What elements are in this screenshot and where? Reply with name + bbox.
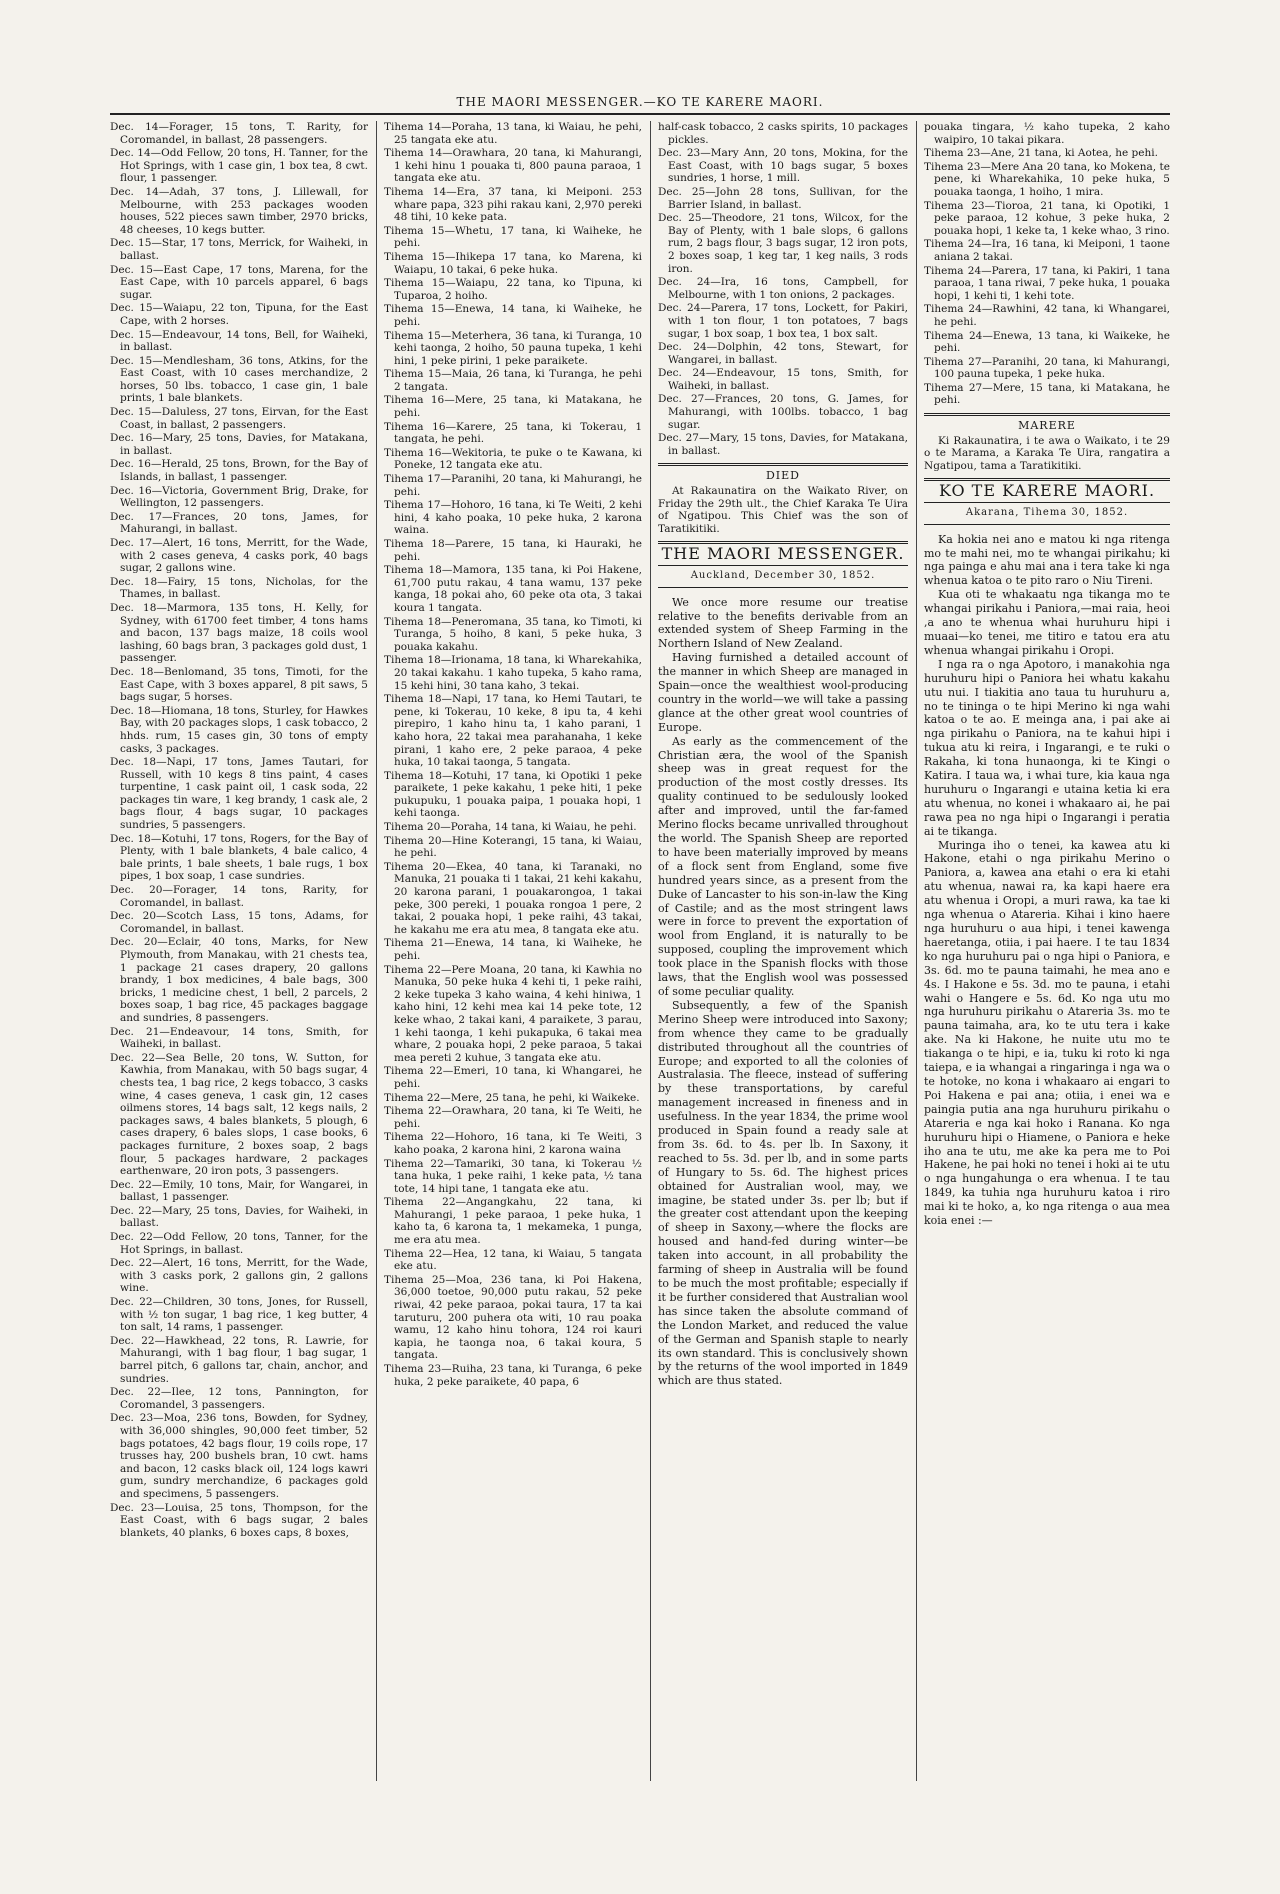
- shipping-entry: Dec. 15—Waiapu, 22 ton, Tipuna, for the East Cape, with 2 horses.: [110, 302, 368, 327]
- shipping-entry: Tihema 15—Enewa, 14 tana, ki Waiheke, he pehi.: [384, 303, 642, 328]
- article-paragraph: We once more resume our treatise relative to the benefits derivable from an extended system of Sheep Farming in the Northern Island of New Zealand.: [658, 595, 908, 651]
- shipping-entry: Dec. 16—Mary, 25 tons, Davies, for Matakana, in ballast.: [110, 432, 368, 457]
- shipping-entry: Tihema 14—Poraha, 13 tana, ki Waiau, he pehi, 25 tangata eke atu.: [384, 121, 642, 146]
- shipping-entry: Tihema 22—Emeri, 10 tana, ki Whangarei, he pehi.: [384, 1065, 642, 1090]
- shipping-entry: Dec. 23—Moa, 236 tons, Bowden, for Sydney, with 36,000 shingles, 90,000 feet timber, 52 bags potatoes, 42 bags flour, 19 coils rope, 17 trusses hay, 200 bushels bran, 10 cwt. hams and bacon, 12 casks black oil, 124 logs kawri gum, sundry merchandize, 6 packages gold and specimens, 5 passengers.: [110, 1412, 368, 1500]
- article-paragraph: I nga ra o nga Apotoro, i manakohia nga huruhuru hipi o Paniora hei whatu kakahu utu nui. I tiakitia ano taua tu huruhuru a, no te tininga o te hipi Merino ki nga wahi katoa o te ao. E meinga ana, i pai ake ai nga pirikahu o Paniora, na te kahui hipi i tukua atu ki reira, i Ingarangi, e te ruki o Rakaha, ki tona hunaonga, ki te Kingi o Katira. I taua wa, i whai ture, kia kaua nga huruhuru o Ingarangi e utaina ketia ki era atu whenua, no konei i whakaaro ai, he pai rawa pea no nga hipi o Ingarangi i peratia ai te tikanga.: [924, 657, 1170, 838]
- section-rule: [924, 413, 1170, 416]
- shipping-entry: Tihema 18—Mamora, 135 tana, ki Poi Hakene, 61,700 putu rakau, 4 tana wamu, 137 peke kanga, 18 pokai aho, 60 peke ota ota, 3 takai koura 1 tangata.: [384, 564, 642, 614]
- shipping-entry: Dec. 23—Louisa, 25 tons, Thompson, for the East Coast, with 6 bags sugar, 2 bales blankets, 40 planks, 6 boxes caps, 8 boxes,: [110, 1501, 368, 1539]
- shipping-entry: Tihema 22—Pere Moana, 20 tana, ki Kawhia no Manuka, 50 peke huka 4 kehi ti, 1 peke raihi, 2 keke tupeka 3 kaho waina, 4 kehi hiniwa, 1 kaho hini, 12 kehi mea kai 14 peke tote, 12 keke whao, 2 takai kani, 4 paraikete, 3 parau, 1 kehi taonga, 1 kehi pukapuka, 6 takai mea whare, 2 pouaka hopi, 2 peke paraoa, 5 takai mea pereti 2 kuhue, 3 tangata eke atu.: [384, 963, 642, 1064]
- shipping-entry: Dec. 22—Ilee, 12 tons, Pannington, for Coromandel, 3 passengers.: [110, 1386, 368, 1411]
- shipping-entry: Dec. 15—Mendlesham, 36 tons, Atkins, for the East Coast, with 10 cases merchandize, 2 horses, 50 lbs. tobacco, 1 case gin, 1 bale prints, 1 bale blankets.: [110, 354, 368, 405]
- shipping-entry: Dec. 22—Emily, 10 tons, Mair, for Wangarei, in ballast, 1 passenger.: [110, 1178, 368, 1204]
- running-head: THE MAORI MESSENGER.—KO TE KARERE MAORI.: [110, 95, 1170, 115]
- marere-notice: Ki Rakaunatira, i te awa o Waikato, i te 29 o te Marama, a Karaka Te Uira, rangatira a Ngatipou, tama a Taratikitiki.: [924, 434, 1170, 472]
- shipping-entry: Tihema 16—Karere, 25 tana, ki Tokerau, 1 tangata, he pehi.: [384, 420, 642, 446]
- shipping-entry: Tihema 22—Mere, 25 tana, he pehi, ki Waikeke.: [384, 1091, 640, 1104]
- english-article-body: [658, 596, 908, 1389]
- shipping-entry: Tihema 27—Paranihi, 20 tana, ki Mahurangi, 100 pauna tupeka, 1 peke huka.: [924, 355, 1170, 381]
- shipping-entry: Tihema 18—Irionama, 18 tana, ki Wharekahika, 20 takai kakahu. 1 kaho tupeka, 5 kaho rama, 15 kehi hini, 30 tana kaho, 3 tekai.: [384, 654, 642, 692]
- shipping-entry: Dec. 24—Dolphin, 42 tons, Stewart, for Wangarei, in ballast.: [658, 341, 908, 366]
- shipping-entry: Tihema 27—Mere, 15 tana, ki Matakana, he pehi.: [924, 381, 1170, 407]
- shipping-entry: Dec. 24—Endeavour, 15 tons, Smith, for Waiheki, in ballast.: [658, 367, 908, 392]
- shipping-entry: Dec. 20—Forager, 14 tons, Rarity, for Coromandel, in ballast.: [110, 884, 368, 909]
- article-paragraph: As early as the commencement of the Christian æra, the wool of the Spanish sheep was in great request for the production of the most costly dresses. Its quality continued to be sedulously looked after and improved, until the far-famed Merino flocks became unrivalled throughout the world. The Spanish Sheep are reported to have been materially improved by means of a flock sent from England, some five hundred years since, as a present from the Duke of Lancaster to his son-in-law the King of Castile; and as the most stringent laws were in force to prevent the exportation of wool from England, it is naturally to be supposed, coupling the improvement which took place in the Spanish flocks with those laws, that the English wool was possessed of some peculiar quality.: [658, 734, 908, 998]
- shipping-entry: Tihema 18—Parere, 15 tana, ki Hauraki, he pehi.: [384, 538, 642, 563]
- shipping-column-english: [110, 121, 368, 1781]
- article-paragraph: Subsequently, a few of the Spanish Merino Sheep were introduced into Saxony; from whence they came to be gradually distributed throughout all the countries of Europe; and exported to all the colonies of Australasia. The fleece, instead of suffering by these transportations, by careful management increased in fineness and in usefulness. In the year 1834, the prime wool produced in Spain found a ready sale at from 3s. 6d. to 4s. per lb. In Saxony, it reached to 5s. 3d. per lb, and in some parts of Hungary to 5s. 6d. The highest prices obtained for Australian wool, may, we imagine, be stated under 3s. per lb; but if the greater cost attendant upon the keeping of sheep in Saxony,—where the flocks are housed and hand-fed during winter—be taken into account, in all probability the farming of sheep in Australia will be found to be much the most profitable; especially if it be further considered that Australian wool has since taken the absolute command of the London Market, and reduced the value of the German and Spanish staple to nearly its own standard. This is conclusively shown by the returns of the wool imported in 1849 which are thus stated.: [658, 998, 908, 1388]
- shipping-entry: pouaka tingara, ½ kaho tupeka, 2 kaho waipiro, 10 takai pikara.: [924, 121, 1170, 146]
- shipping-entry: Tihema 23—Mere Ana 20 tana, ko Mokena, te pene, ki Wharekahika, 10 peke huka, 5 pouaka taonga, 1 hoiho, 1 mira.: [924, 160, 1170, 198]
- shipping-entry: Dec. 18—Kotuhi, 17 tons, Rogers, for the Bay of Plenty, with 1 bale blankets, 4 bale calico, 4 bale prints, 1 bale sheets, 1 bale rugs, 1 box pipes, 1 box soap, 1 case sundries.: [110, 832, 368, 883]
- shipping-entry: Dec. 14—Adah, 37 tons, J. Lillewall, for Melbourne, with 253 packages wooden houses, 522 pieces sawn timber, 2970 bricks, 48 cheeses, 10 kegs butter.: [110, 185, 368, 236]
- shipping-continued-maori: [924, 121, 1170, 407]
- shipping-entry: Dec. 16—Herald, 25 tons, Brown, for the Bay of Islands, in ballast, 1 passenger.: [110, 458, 368, 484]
- shipping-entry: Tihema 20—Poraha, 14 tana, ki Waiau, he pehi.: [384, 821, 637, 834]
- shipping-entry: Tihema 15—Whetu, 17 tana, ki Waiheke, he pehi.: [384, 224, 642, 250]
- shipping-continued-english: [658, 121, 908, 457]
- maori-column: [924, 121, 1170, 1781]
- shipping-entry: Tihema 25—Moa, 236 tana, ki Poi Hakena, 36,000 toetoe, 90,000 putu rakau, 52 peke riwai, 42 peke paraoa, pokai taura, 17 ta kai taruturu, 200 puhera ota witi, 10 rau poaka wamu, 12 kaho hinu tohora, 124 roi kauri kapia, he taonga noa, 6 takai koura, 5 tangata.: [384, 1273, 642, 1362]
- shipping-entry: Dec. 18—Fairy, 15 tons, Nicholas, for the Thames, in ballast.: [110, 575, 368, 601]
- shipping-entry: Dec. 14—Odd Fellow, 20 tons, H. Tanner, for the Hot Springs, with 1 case gin, 1 box tea, 8 cwt. flour, 1 passenger.: [110, 147, 368, 185]
- shipping-entry: Dec. 22—Sea Belle, 20 tons, W. Sutton, for Kawhia, from Manakau, with 50 bags sugar, 4 chests tea, 1 bag rice, 2 kegs tobacco, 3 casks wine, 4 cases geneva, 1 cask gin, 12 cases oilmens stores, 14 bags salt, 12 kegs nails, 2 packages saws, 4 bales blankets, 5 plough, 6 cases drapery, 6 bales slops, 1 case books, 6 packages furniture, 2 boxes soap, 2 bags flour, 5 packages hardware, 2 packages earthenware, 20 iron pots, 3 passengers.: [110, 1051, 368, 1178]
- shipping-entry: Tihema 15—Maia, 26 tana, ki Turanga, he pehi 2 tangata.: [384, 368, 642, 393]
- shipping-entry: Tihema 15—Ihikepa 17 tana, ko Marena, ki Waiapu, 10 takai, 6 peke huka.: [384, 250, 642, 276]
- shipping-entry: Dec. 27—Frances, 20 tons, G. James, for Mahurangi, with 100lbs. tobacco, 1 bag sugar.: [658, 393, 908, 431]
- shipping-entry: Tihema 16—Wekitoria, te puke o te Kawana, ki Poneke, 12 tangata eke atu.: [384, 446, 642, 472]
- english-dateline: Auckland, December 30, 1852.: [658, 570, 908, 588]
- shipping-entry: Tihema 14—Orawhara, 20 tana, ki Mahurangi, 1 kehi hinu 1 pouaka ti, 800 pauna paraoa, 1 tangata eke atu.: [384, 147, 642, 185]
- maori-masthead: KO TE KARERE MAORI.: [924, 478, 1170, 503]
- shipping-entry: Tihema 14—Era, 37 tana, ki Meiponi. 253 whare papa, 323 pihi rakau kani, 2,970 pereki 48 tihi, 10 keke pata.: [384, 185, 642, 224]
- shipping-entry: Tihema 18—Napi, 17 tana, ko Hemi Tautari, te pene, ki Tokerau, 10 keke, 8 ipu ta, 4 kehi pirepiro, 1 kaho hinu ta, 1 kaho parani, 1 kaho hora, 22 takai mea parahanaha, 1 keke pirani, 1 kaho ere, 2 peke paraoa, 4 peke huka, 10 takai taonga, 5 tangata.: [384, 693, 642, 769]
- shipping-entry: Tihema 24—Ira, 16 tana, ki Meiponi, 1 taone aniana 2 takai.: [924, 238, 1170, 263]
- shipping-entry: Tihema 22—Hohoro, 16 tana, ki Te Weiti, 3 kaho poaka, 2 karona hini, 2 karona waina: [384, 1131, 642, 1156]
- column-rule: [376, 121, 377, 1781]
- shipping-entry: Tihema 23—Ane, 21 tana, ki Aotea, he pehi.: [924, 147, 1158, 160]
- shipping-entry: Dec. 23—Mary Ann, 20 tons, Mokina, for the East Coast, with 10 bags sugar, 5 boxes sundries, 1 horse, 1 mill.: [658, 147, 908, 185]
- section-rule: [658, 463, 908, 466]
- column-rule: [650, 121, 651, 1781]
- column-rule: [916, 121, 917, 1781]
- article-paragraph: Having furnished a detailed account of the manner in which Sheep are managed in Spain—once the wealthiest wool-producing country in the world—we will take a passing glance at the other great wool countries of Europe.: [658, 651, 908, 734]
- shipping-entry: Dec. 14—Forager, 15 tons, T. Rarity, for Coromandel, in ballast, 28 passengers.: [110, 121, 368, 146]
- shipping-entry: Dec. 17—Frances, 20 tons, James, for Mahurangi, in ballast.: [110, 510, 368, 536]
- died-notice: At Rakaunatira on the Waikato River, on Friday the 29th ult., the Chief Karaka Te Uira of Ngatipou. This Chief was the son of Taratikitiki.: [658, 485, 908, 535]
- shipping-entry: Tihema 18—Peneromana, 35 tana, ko Timoti, ki Turanga, 5 hoiho, 8 kani, 5 peke huka, 3 pouaka kakahu.: [384, 615, 642, 653]
- shipping-entry: Tihema 20—Ekea, 40 tana, ki Taranaki, no Manuka, 21 pouaka ti 1 takai, 21 kehi kakahu, 20 karona parani, 1 pouakarongoa, 1 takai peke, 300 pereki, 1 pouaka rongoa 1 pere, 2 takai, 2 pouaka hopi, 1 peke raihi, 43 takai, he kakahu me era atu mea, 8 tangata eke atu.: [384, 860, 642, 936]
- shipping-entry: Dec. 17—Alert, 16 tons, Merritt, for the Wade, with 2 cases geneva, 4 casks pork, 40 bags sugar, 2 gallons wine.: [110, 537, 368, 575]
- shipping-entry: Dec. 20—Eclair, 40 tons, Marks, for New Plymouth, from Manakau, with 21 chests tea, 1 package 21 cases drapery, 20 gallons brandy, 1 box medicines, 4 bale bags, 300 bricks, 1 medicine chest, 1 bell, 2 parcels, 2 boxes soap, 1 bag rice, 45 packages baggage and sundries, 8 passengers.: [110, 936, 368, 1024]
- shipping-entry: Dec. 15—Endeavour, 14 tons, Bell, for Waiheki, in ballast.: [110, 328, 368, 354]
- shipping-entry: Tihema 24—Rawhini, 42 tana, ki Whangarei, he pehi.: [924, 303, 1170, 328]
- shipping-entry: Dec. 24—Ira, 16 tons, Campbell, for Melbourne, with 1 ton onions, 2 packages.: [658, 276, 908, 301]
- shipping-entry: Dec. 24—Parera, 17 tons, Lockett, for Pakiri, with 1 ton flour, 1 ton potatoes, 7 bags sugar, 1 box soap, 1 box tea, 1 box salt.: [658, 302, 908, 340]
- shipping-entry: Dec. 27—Mary, 15 tons, Davies, for Matakana, in ballast.: [658, 432, 908, 457]
- shipping-entry: Dec. 18—Marmora, 135 tons, H. Kelly, for Sydney, with 61700 feet timber, 4 tons hams and bacon, 137 bags maize, 18 coils wool lashing, 60 bags bran, 3 packages gold dust, 1 passenger.: [110, 601, 368, 665]
- marere-heading: MARERE: [1018, 419, 1076, 433]
- shipping-entry: Dec. 15—East Cape, 17 tons, Marena, for the East Cape, with 10 parcels apparel, 6 bags sugar.: [110, 263, 368, 301]
- shipping-entry: Dec. 22—Children, 30 tons, Jones, for Russell, with ½ ton sugar, 1 bag rice, 1 keg butter, 4 ton salt, 14 rams, 1 passenger.: [110, 1296, 368, 1334]
- shipping-entry: Dec. 21—Endeavour, 14 tons, Smith, for Waiheki, in ballast.: [110, 1025, 368, 1051]
- shipping-entry: Tihema 18—Kotuhi, 17 tana, ki Opotiki 1 peke paraikete, 1 peke kakahu, 1 peke hiti, 1 peke pukupuku, 1 pouaka paipa, 1 pouaka hopi, 1 kehi taonga.: [384, 769, 642, 820]
- shipping-entry: Tihema 17—Paranihi, 20 tana, ki Mahurangi, he pehi.: [384, 473, 642, 498]
- died-heading: DIED: [765, 469, 800, 483]
- shipping-entry: Dec. 25—Theodore, 21 tons, Wilcox, for the Bay of Plenty, with 1 bale slops, 6 gallons rum, 2 bags flour, 3 bags sugar, 12 iron pots, 2 boxes soap, 1 keg tar, 1 keg nails, 3 rods iron.: [658, 212, 908, 275]
- newspaper-page: [110, 95, 1170, 1795]
- shipping-entry: Tihema 23—Tioroa, 21 tana, ki Opotiki, 1 peke paraoa, 12 kohue, 3 peke huka, 2 pouaka hopi, 1 keke ta, 1 keke whao, 3 rino.: [924, 199, 1170, 237]
- shipping-entry: Tihema 22—Orawhara, 20 tana, ki Te Weiti, he pehi.: [384, 1105, 642, 1130]
- shipping-entry: Tihema 22—Hea, 12 tana, ki Waiau, 5 tangata eke atu.: [384, 1247, 642, 1273]
- shipping-entry: Tihema 15—Meterhera, 36 tana, ki Turanga, 10 kehi taonga, 2 hoiho, 50 pauna tupeka, 1 kehi hini, 1 peke pirini, 1 peke paraikete.: [384, 329, 642, 367]
- english-masthead: THE MAORI MESSENGER.: [658, 541, 908, 566]
- article-paragraph: Kua oti te whakaatu nga tikanga mo te whangai pirikahu i Paniora,—mai raia, heoi ,a ano te whenua whai huruhuru hipi i muaai—ko tenei, me titiro e tatou era atu whenua whangai pirikahu i Oropi.: [924, 588, 1170, 657]
- shipping-entry: Tihema 15—Waiapu, 22 tana, ko Tipuna, ki Tuparoa, 2 hoiho.: [384, 277, 642, 302]
- maori-dateline: Akarana, Tihema 30, 1852.: [924, 507, 1170, 525]
- shipping-column-maori: [384, 121, 642, 1781]
- shipping-entry: Dec. 18—Hiomana, 18 tons, Sturley, for Hawkes Bay, with 20 packages slops, 1 cask tobacco, 2 hhds. rum, 15 cases gin, 30 tons of empty casks, 3 packages.: [110, 704, 368, 755]
- article-paragraph: Muringa iho o tenei, ka kawea atu ki Hakone, etahi o nga pirikahu Merino o Paniora, a, kawea ana etahi o era ki etahi atu whenua, nawai ra, ka kapi haere era atu whenua i Oropi, a muri rawa, ka tae ki nga whenua o Atareria. Kihai i kino haere nga huruhuru o aua hipi, i tenei kawenga haeretanga, otiia, i pai haere. I te tau 1834 ko nga huruhuru pai o nga hipi o Paniora, e 3s. 6d. mo te pauna taimahi, he mea ano e 4s. I Hakone e 5s. 3d. mo te pauna, i etahi wahi o Hangere e 5s. 6d. Ko nga utu mo nga huruhuru pirikahu o Atareria 3s. mo te pauna taimaha, ara, ko te utu tera i kake ake. Na ki Hakone, he nuite utu mo te tiakanga o te hipi, e ia, tuku ki roto ki nga taiepa, e ia whangai a ringaringa i nga wa o te hotoke, no kona i whakaaro ai engari to Poi Hakena e pai ana; otiia, i enei wa e paingia putia ana nga huruhuru pirikahu o Atareria e nga kai hoko i Ranana. Ko nga huruhuru hipi o Hiamene, o Paniora e heke iho ana te utu, me ake ka pera me to Poi Hakene, he pai hoki no tenei i hoki ai te utu o nga hungahunga o era whenua. I te tau 1849, ka tuhia nga huruhuru katoa i riro mai ki te hoko, a, ko nga ritenga o aua mea koia enei :—: [924, 838, 1170, 1228]
- shipping-entry: half-cask tobacco, 2 casks spirits, 10 packages pickles.: [658, 121, 908, 146]
- shipping-entry: Dec. 25—John 28 tons, Sullivan, for the Barrier Island, in ballast.: [658, 185, 908, 211]
- shipping-entry: Dec. 15—Daluless, 27 tons, Eirvan, for the East Coast, in ballast, 2 passengers.: [110, 406, 368, 431]
- maori-article-body: [924, 533, 1170, 1228]
- shipping-entry: Tihema 20—Hine Koterangi, 15 tana, ki Waiau, he pehi.: [384, 834, 642, 860]
- shipping-entry: Tihema 23—Ruiha, 23 tana, ki Turanga, 6 peke huka, 2 peke paraikete, 40 papa, 6: [384, 1363, 642, 1388]
- shipping-entry: Dec. 18—Napi, 17 tons, James Tautari, for Russell, with 10 kegs 8 tins paint, 4 cases turpentine, 1 cask paint oil, 1 cask soda, 22 packages tin ware, 1 keg brandy, 1 cask ale, 2 bags flour, 4 bags sugar, 10 packages sundries, 5 passengers.: [110, 756, 368, 832]
- shipping-entry: Dec. 22—Alert, 16 tons, Merritt, for the Wade, with 3 casks pork, 2 gallons gin, 2 gallons wine.: [110, 1257, 368, 1295]
- article-paragraph: Ka hokia nei ano e matou ki nga ritenga mo te mahi nei, mo te whangai pirikahu; ki nga painga e ahu mai ana i tera take ki nga whenua katoa o te pito raro o Niu Tireni.: [924, 532, 1170, 588]
- shipping-entry: Dec. 20—Scotch Lass, 15 tons, Adams, for Coromandel, in ballast.: [110, 910, 368, 935]
- shipping-entry: Tihema 16—Mere, 25 tana, ki Matakana, he pehi.: [384, 394, 642, 420]
- shipping-entry: Dec. 22—Mary, 25 tons, Davies, for Waiheki, in ballast.: [110, 1204, 368, 1230]
- shipping-entry: Tihema 24—Parera, 17 tana, ki Pakiri, 1 tana paraoa, 1 tana riwai, 7 peke huka, 1 pouaka hopi, 1 kehi ti, 1 kehi tote.: [924, 264, 1170, 302]
- shipping-entry: Dec. 18—Benlomand, 35 tons, Timoti, for the East Cape, with 3 boxes apparel, 8 pit saws, 5 bags sugar, 5 horses.: [110, 665, 368, 704]
- shipping-entry: Tihema 21—Enewa, 14 tana, ki Waiheke, he pehi.: [384, 937, 642, 962]
- english-column: [658, 121, 908, 1781]
- shipping-entry: Tihema 22—Angangkahu, 22 tana, ki Mahurangi, 1 peke paraoa, 1 peke huka, 1 kaho ta, 6 karona ta, 1 mekameka, 1 punga, me era atu mea.: [384, 1196, 642, 1247]
- shipping-entry: Dec. 16—Victoria, Government Brig, Drake, for Wellington, 12 passengers.: [110, 484, 368, 510]
- shipping-entry: Tihema 24—Enewa, 13 tana, ki Waikeke, he pehi.: [924, 329, 1170, 355]
- shipping-entry: Dec. 22—Odd Fellow, 20 tons, Tanner, for the Hot Springs, in ballast.: [110, 1231, 368, 1256]
- shipping-entry: Dec. 22—Hawkhead, 22 tons, R. Lawrie, for Mahurangi, with 1 bag flour, 1 bag sugar, 1 barrel pitch, 6 gallons tar, chain, anchor, and sundries.: [110, 1334, 368, 1385]
- shipping-entry: Dec. 15—Star, 17 tons, Merrick, for Waiheki, in ballast.: [110, 237, 368, 262]
- shipping-entry: Tihema 17—Hohoro, 16 tana, ki Te Weiti, 2 kehi hini, 4 kaho poaka, 10 peke huka, 2 karona waina.: [384, 499, 642, 537]
- shipping-entry: Tihema 22—Tamariki, 30 tana, ki Tokerau ½ tana huka, 1 peke raihi, 1 keke pata, ½ tana tote, 14 hipi tane, 1 tangata eke atu.: [384, 1157, 642, 1195]
